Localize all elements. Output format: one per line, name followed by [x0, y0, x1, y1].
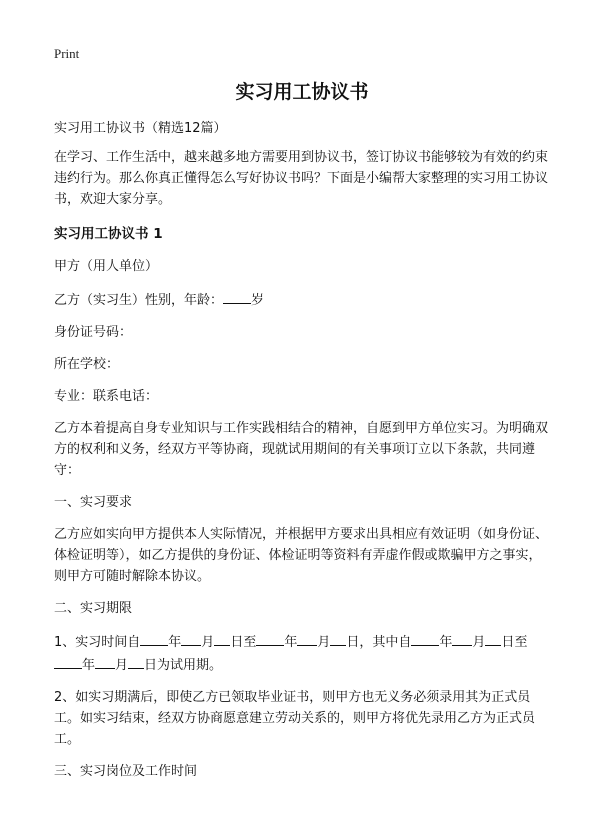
party-b-line: [54, 288, 550, 311]
date-blank: [330, 630, 346, 646]
day-label: 日: [501, 635, 515, 650]
document-body: [54, 78, 550, 793]
date-blank: [452, 630, 472, 646]
clause-1-text: 乙方应如实向甲方提供本人实际情况，并根据甲方要求出具相应有效证明（如身份证、体检证明等），如乙方提供的身份证、体检证明等资料有弄虚作假或欺骗甲方之事实，则甲方可随时解除本协议。: [54, 527, 549, 584]
date-blank: [485, 630, 501, 646]
clause-1-heading: 一、实习要求: [54, 495, 133, 510]
month-label: 月: [317, 635, 331, 650]
date-blank: [128, 653, 144, 669]
date-blank: [181, 630, 201, 646]
to-label: 至: [243, 635, 257, 650]
intro-paragraph: 在学习、工作生活中，越来越多地方需要用到协议书，签订协议书能够较为有效的约束违约行为。那么你真正懂得怎么写好协议书吗？下面是小编帮大家整理的实习用工协议书，欢迎大家分享。: [54, 150, 549, 207]
major-phone-line: 专业：联系电话：: [54, 389, 159, 404]
date-blank: [297, 630, 317, 646]
month-label: 月: [201, 635, 215, 650]
document-title: 实习用工协议书: [235, 81, 369, 103]
clause-2-heading: 二、实习期限: [54, 601, 133, 616]
print-link[interactable]: Print: [54, 46, 80, 61]
month-label: 月: [115, 658, 129, 673]
clause-3-heading: 三、实习岗位及工作时间: [54, 764, 198, 779]
school-line: 所在学校：: [54, 357, 120, 372]
document-subtitle: 实习用工协议书（精选12篇）: [54, 121, 227, 136]
party-a-line: 甲方（用人单位）: [54, 259, 159, 274]
preamble-paragraph: 乙方本着提高自身专业知识与工作实践相结合的精神，自愿到甲方单位实习。为明确双方的权利和义务，经双方平等协商，现就试用期间的有关事项订立以下条款，共同遵守：: [54, 421, 549, 478]
section-heading-1: 实习用工协议书 1: [54, 226, 163, 242]
date-blank: [214, 630, 230, 646]
day-label: 日: [230, 635, 244, 650]
to-label: 至: [514, 635, 528, 650]
id-number-line: 身份证号码：: [54, 325, 133, 340]
month-label: 月: [472, 635, 486, 650]
date-blank: [95, 653, 115, 669]
year-label: 年: [439, 635, 453, 650]
date-blank: [411, 630, 439, 646]
day-comma-label: 日，其中自: [346, 635, 412, 650]
party-b-label: 乙方（实习生）性别，年龄：: [54, 293, 224, 308]
item1-lead: 1、实习时间自: [54, 635, 141, 650]
year-label: 年: [82, 658, 96, 673]
date-blank: [256, 630, 284, 646]
date-blank: [54, 653, 82, 669]
date-blank: [140, 630, 168, 646]
age-blank: [223, 288, 251, 304]
clause-2-item-2: 2、如实习期满后，即使乙方已领取毕业证书，则甲方也无义务必须录用其为正式员工。如实习结束，经双方协商愿意建立劳动关系的，则甲方将优先录用乙方为正式员工。: [54, 690, 536, 747]
year-label: 年: [168, 635, 182, 650]
trial-label: 日为试用期。: [144, 658, 223, 673]
clause-2-item-1: [54, 630, 550, 676]
age-unit: 岁: [251, 293, 265, 308]
year-label: 年: [284, 635, 298, 650]
